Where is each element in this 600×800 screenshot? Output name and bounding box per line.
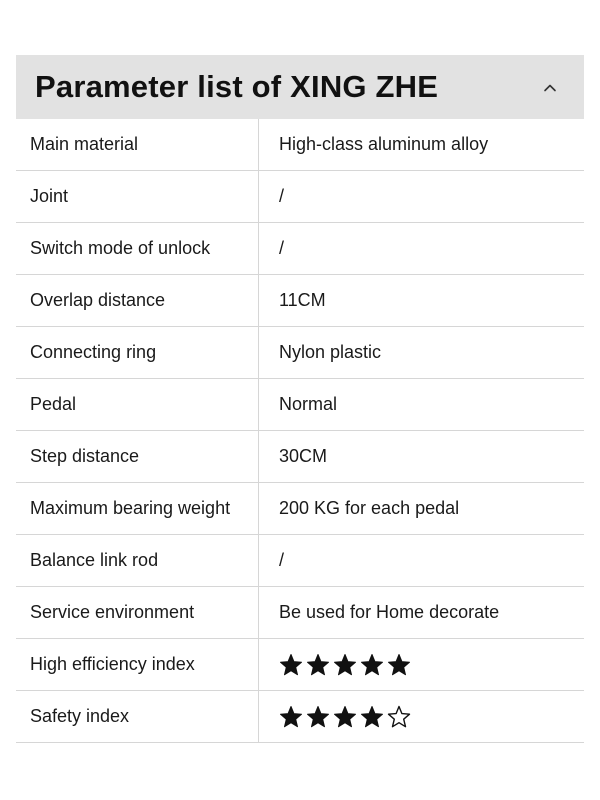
param-rating xyxy=(259,691,585,743)
param-name: Overlap distance xyxy=(16,275,259,327)
param-value: / xyxy=(259,535,585,587)
param-name: High efficiency index xyxy=(16,639,259,691)
panel-title: Parameter list of XING ZHE xyxy=(35,69,439,104)
table-row xyxy=(16,431,584,483)
star-rating xyxy=(279,653,584,677)
param-name: Main material xyxy=(16,119,259,171)
star-filled-icon xyxy=(333,653,357,677)
star-filled-icon xyxy=(333,705,357,729)
param-name: Safety index xyxy=(16,691,259,743)
panel-header[interactable] xyxy=(16,55,584,119)
star-filled-icon xyxy=(306,653,330,677)
param-name: Pedal xyxy=(16,379,259,431)
table-row xyxy=(16,587,584,639)
star-outline-icon xyxy=(387,705,411,729)
table-row xyxy=(16,275,584,327)
param-value: High-class aluminum alloy xyxy=(259,119,585,171)
param-name: Maximum bearing weight xyxy=(16,483,259,535)
star-filled-icon xyxy=(360,653,384,677)
param-value: Normal xyxy=(259,379,585,431)
param-name: Service environment xyxy=(16,587,259,639)
param-name: Joint xyxy=(16,171,259,223)
star-rating xyxy=(279,705,584,729)
param-rating xyxy=(259,639,585,691)
table-row xyxy=(16,119,584,171)
param-value: / xyxy=(259,171,585,223)
param-value: 30CM xyxy=(259,431,585,483)
star-filled-icon xyxy=(387,653,411,677)
table-row xyxy=(16,327,584,379)
param-value: Nylon plastic xyxy=(259,327,585,379)
param-name: Switch mode of unlock xyxy=(16,223,259,275)
parameter-table xyxy=(16,119,584,743)
param-value: / xyxy=(259,223,585,275)
param-name: Step distance xyxy=(16,431,259,483)
param-value: 200 KG for each pedal xyxy=(259,483,585,535)
table-row xyxy=(16,535,584,587)
table-row xyxy=(16,483,584,535)
star-filled-icon xyxy=(279,653,303,677)
parameter-panel xyxy=(16,55,584,743)
table-row xyxy=(16,171,584,223)
chevron-up-icon[interactable] xyxy=(536,73,564,101)
table-row xyxy=(16,639,584,691)
table-row xyxy=(16,379,584,431)
param-name: Balance link rod xyxy=(16,535,259,587)
param-name: Connecting ring xyxy=(16,327,259,379)
table-row xyxy=(16,691,584,743)
star-filled-icon xyxy=(306,705,330,729)
param-value: Be used for Home decorate xyxy=(259,587,585,639)
star-filled-icon xyxy=(279,705,303,729)
star-filled-icon xyxy=(360,705,384,729)
table-row xyxy=(16,223,584,275)
param-value: 11CM xyxy=(259,275,585,327)
